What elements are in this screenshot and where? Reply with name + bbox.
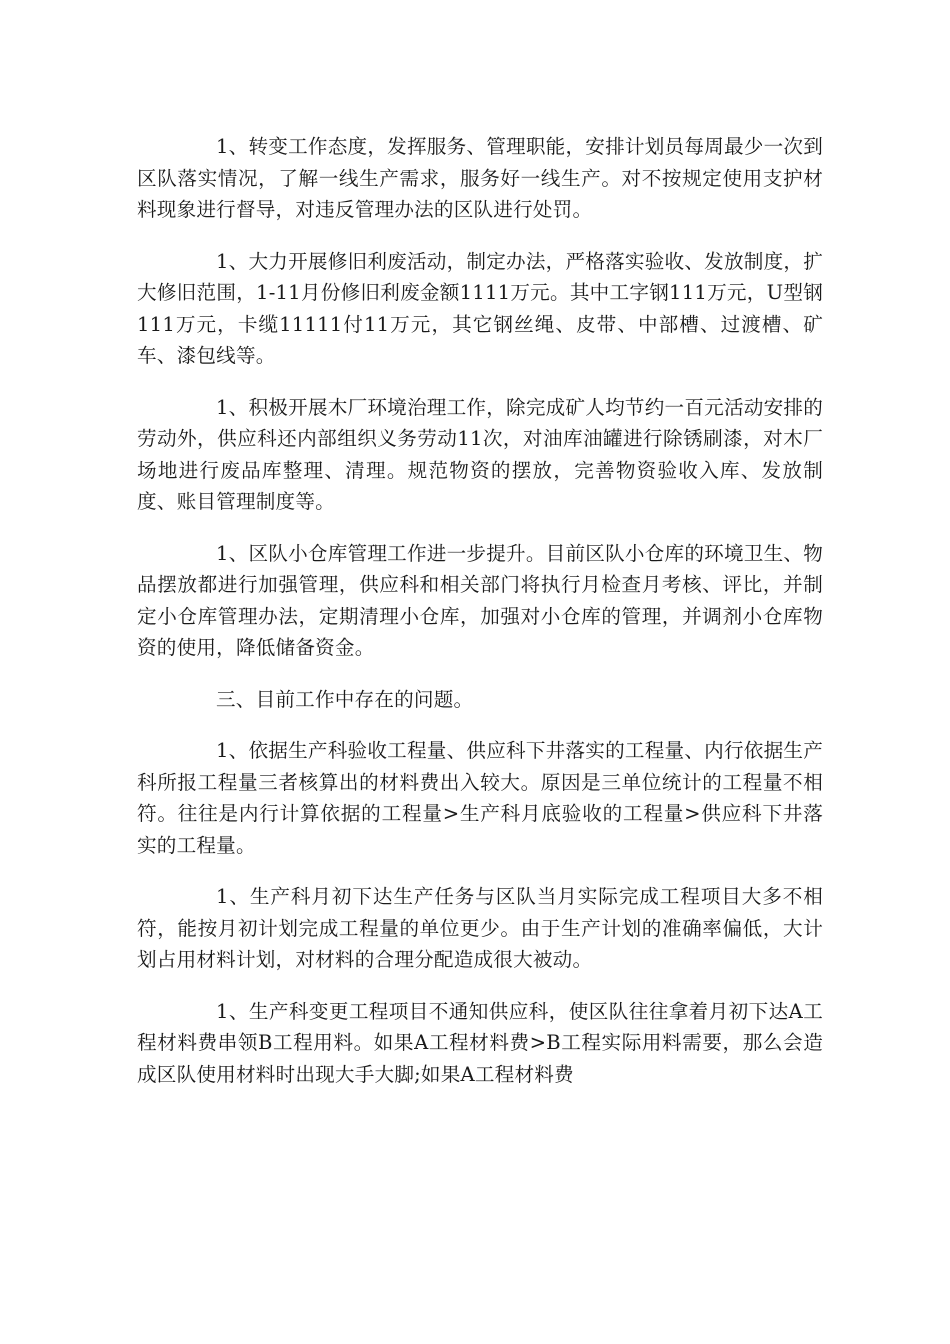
paragraph-production-plan: 1、生产科月初下达生产任务与区队当月实际完成工程项目大多不相符，能按月初计划完成工程量的单位更少。由于生产计划的准确率偏低，大计划占用材料计划，对材料的合理分配造成很大被动。 bbox=[137, 885, 823, 971]
paragraph-small-warehouse: 1、区队小仓库管理工作进一步提升。目前区队小仓库的环境卫生、物品摆放都进行加强管理，供应科和相关部门将执行月检查月考核、评比，并制定小仓库管理办法，定期清理小仓库，加强对小仓库的管理，并调剂小仓库物资的使用，降低储备资金。 bbox=[137, 541, 823, 659]
paragraph-work-attitude: 1、转变工作态度，发挥服务、管理职能，安排计划员每周最少一次到区队落实情况，了解一线生产需求，服务好一线生产。对不按规定使用支护材料现象进行督导，对违反管理办法的区队进行处罚。 bbox=[137, 135, 823, 221]
paragraph-project-change: 1、生产科变更工程项目不通知供应科，使区队往往拿着月初下达A工程材料费串领B工程用料。如果A工程材料费>B工程实际用料需要，那么会造成区队使用材料时出现大手大脚;如果A工程材料费 bbox=[137, 999, 823, 1086]
paragraph-repair-reuse: 1、大力开展修旧利废活动，制定办法，严格落实验收、发放制度，扩大修旧范围，1-11月份修旧利废金额1111万元。其中工字钢111万元，U型钢111万元，卡缆11111付11万元，其它钢丝绳、皮带、中部槽、过渡槽、矿车、漆包线等。 bbox=[137, 249, 823, 367]
document-body bbox=[137, 131, 823, 1110]
paragraph-wood-yard: 1、积极开展木厂环境治理工作，除完成矿人均节约一百元活动安排的劳动外，供应科还内部组织义务劳动11次，对油库油罐进行除锈刷漆，对木厂场地进行废品库整理、清理。规范物资的摆放，完善物资验收入库、发放制度、账目管理制度等。 bbox=[137, 395, 823, 513]
paragraph-workload-mismatch: 1、依据生产科验收工程量、供应科下井落实的工程量、内行依据生产科所报工程量三者核算出的材料费出入较大。原因是三单位统计的工程量不相符。往往是内行计算依据的工程量>生产科月底验收的工程量>供应科下井落实的工程量。 bbox=[137, 739, 823, 857]
section-heading-problems: 三、目前工作中存在的问题。 bbox=[216, 687, 474, 711]
